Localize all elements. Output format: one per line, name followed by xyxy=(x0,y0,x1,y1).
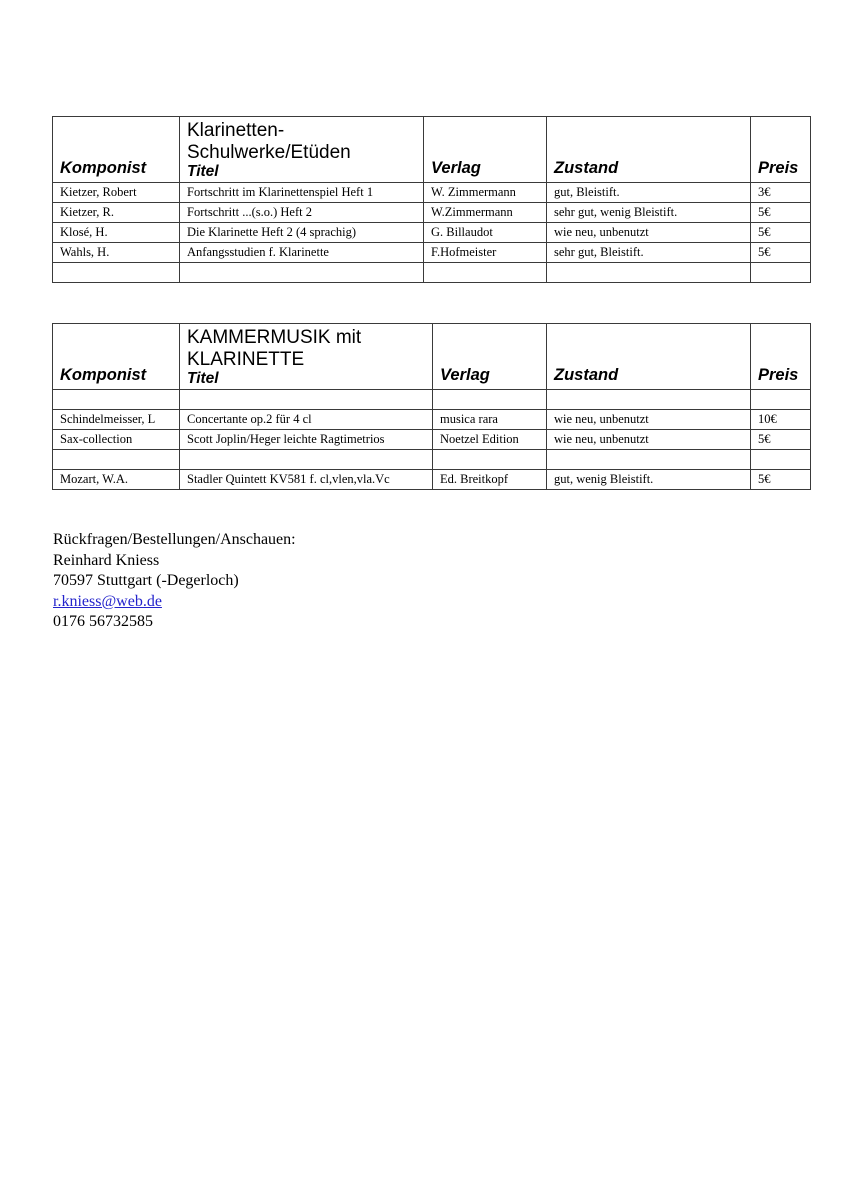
cell-zustand xyxy=(547,390,751,410)
table-row-empty xyxy=(53,263,811,283)
cell-zustand: wie neu, unbenutzt xyxy=(547,223,751,243)
header-komponist xyxy=(53,117,180,183)
cell-zustand: gut, Bleistift. xyxy=(547,183,751,203)
table-header-row xyxy=(53,117,811,183)
cell-verlag xyxy=(433,390,547,410)
cell-titel xyxy=(180,263,424,283)
cell-zustand xyxy=(547,450,751,470)
cell-zustand: sehr gut, Bleistift. xyxy=(547,243,751,263)
cell-preis xyxy=(751,263,811,283)
cell-komponist xyxy=(53,263,180,283)
table-row-empty xyxy=(53,450,811,470)
cell-komponist xyxy=(53,450,180,470)
cell-titel: Stadler Quintett KV581 f. cl,vlen,vla.Vc xyxy=(180,470,433,490)
header-preis-label: Preis xyxy=(758,158,799,177)
table-klarinetten-schulwerke xyxy=(52,116,811,283)
header-komponist xyxy=(53,324,180,390)
cell-preis: 5€ xyxy=(751,430,811,450)
header-titel-label: Titel xyxy=(187,163,219,180)
header-preis xyxy=(751,324,811,390)
cell-titel: Anfangsstudien f. Klarinette xyxy=(180,243,424,263)
cell-titel: Scott Joplin/Heger leichte Ragtimetrios xyxy=(180,430,433,450)
cell-komponist: Mozart, W.A. xyxy=(53,470,180,490)
contact-email-link[interactable]: r.kniess@web.de xyxy=(53,592,162,610)
table-row xyxy=(53,410,811,430)
cell-komponist: Wahls, H. xyxy=(53,243,180,263)
table-row xyxy=(53,203,811,223)
header-titel xyxy=(180,117,424,183)
header-zustand-label: Zustand xyxy=(554,158,619,177)
cell-verlag: Ed. Breitkopf xyxy=(433,470,547,490)
contact-phone: 0176 56732585 xyxy=(53,613,153,630)
cell-zustand: sehr gut, wenig Bleistift. xyxy=(547,203,751,223)
contact-heading: Rückfragen/Bestellungen/Anschauen: xyxy=(53,531,296,548)
contact-block xyxy=(53,530,296,633)
cell-preis: 10€ xyxy=(751,410,811,430)
cell-verlag: G. Billaudot xyxy=(424,223,547,243)
cell-komponist: Sax-collection xyxy=(53,430,180,450)
header-verlag xyxy=(424,117,547,183)
cell-zustand: gut, wenig Bleistift. xyxy=(547,470,751,490)
header-komponist-label: Komponist xyxy=(60,365,147,384)
header-preis-label: Preis xyxy=(758,365,799,384)
cell-verlag: Noetzel Edition xyxy=(433,430,547,450)
cell-preis: 3€ xyxy=(751,183,811,203)
header-titel xyxy=(180,324,433,390)
cell-titel: Die Klarinette Heft 2 (4 sprachig) xyxy=(180,223,424,243)
cell-zustand xyxy=(547,263,751,283)
table-kammermusik xyxy=(52,323,811,490)
cell-komponist: Klosé, H. xyxy=(53,223,180,243)
section-title: KAMMERMUSIK mit KLARINETTE xyxy=(187,327,362,370)
cell-komponist: Kietzer, R. xyxy=(53,203,180,223)
table-row xyxy=(53,223,811,243)
cell-verlag xyxy=(433,450,547,470)
header-preis xyxy=(751,117,811,183)
cell-verlag: F.Hofmeister xyxy=(424,243,547,263)
cell-verlag: W. Zimmermann xyxy=(424,183,547,203)
cell-preis xyxy=(751,450,811,470)
cell-verlag: W.Zimmermann xyxy=(424,203,547,223)
section-title: Klarinetten-Schulwerke/Etüden xyxy=(187,120,351,163)
header-verlag-label: Verlag xyxy=(431,158,481,177)
cell-titel xyxy=(180,450,433,470)
table-row xyxy=(53,243,811,263)
table-row xyxy=(53,470,811,490)
cell-komponist: Schindelmeisser, L xyxy=(53,410,180,430)
cell-preis: 5€ xyxy=(751,203,811,223)
header-zustand xyxy=(547,324,751,390)
header-komponist-label: Komponist xyxy=(60,158,147,177)
header-zustand xyxy=(547,117,751,183)
cell-preis xyxy=(751,390,811,410)
table-row-empty xyxy=(53,390,811,410)
table-row xyxy=(53,430,811,450)
cell-preis: 5€ xyxy=(751,223,811,243)
cell-zustand: wie neu, unbenutzt xyxy=(547,410,751,430)
table-header-row xyxy=(53,324,811,390)
cell-titel: Concertante op.2 für 4 cl xyxy=(180,410,433,430)
cell-verlag: musica rara xyxy=(433,410,547,430)
cell-verlag xyxy=(424,263,547,283)
cell-titel: Fortschritt im Klarinettenspiel Heft 1 xyxy=(180,183,424,203)
header-verlag-label: Verlag xyxy=(440,365,490,384)
contact-address: 70597 Stuttgart (-Degerloch) xyxy=(53,572,239,589)
cell-komponist xyxy=(53,390,180,410)
cell-zustand: wie neu, unbenutzt xyxy=(547,430,751,450)
cell-komponist: Kietzer, Robert xyxy=(53,183,180,203)
header-zustand-label: Zustand xyxy=(554,365,619,384)
cell-preis: 5€ xyxy=(751,470,811,490)
cell-titel xyxy=(180,390,433,410)
table-row xyxy=(53,183,811,203)
header-titel-label: Titel xyxy=(187,370,219,387)
cell-titel: Fortschritt ...(s.o.) Heft 2 xyxy=(180,203,424,223)
contact-name: Reinhard Kniess xyxy=(53,551,160,569)
cell-preis: 5€ xyxy=(751,243,811,263)
header-verlag xyxy=(433,324,547,390)
